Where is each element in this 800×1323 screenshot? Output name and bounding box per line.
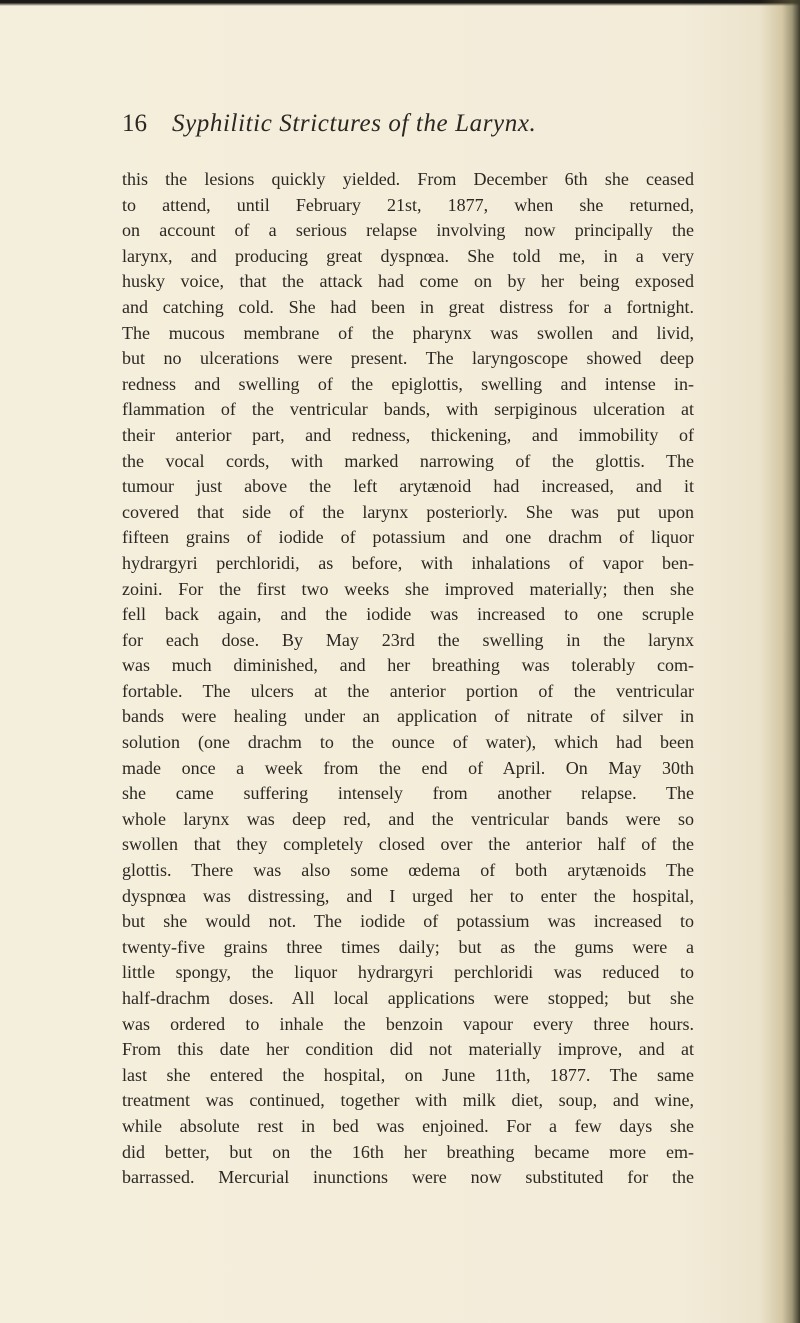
top-edge-shadow: [0, 0, 800, 6]
text-line: the vocal cords, with marked narrowing of the glottis. The: [122, 450, 694, 471]
text-line: From this date her condition did not materially improve, and at: [122, 1039, 694, 1060]
text-line: tumour just above the left arytænoid had increased, and it: [122, 476, 694, 497]
running-title: Syphilitic Strictures of the Larynx.: [172, 110, 537, 137]
text-line: this the lesions quickly yielded. From December 6th she ceased: [122, 169, 694, 189]
text-line: half-drachm doses. All local applications were stopped; but she: [122, 988, 694, 1008]
text-line: little spongy, the liquor hydrargyri perchloridi was reduced to: [122, 962, 694, 983]
text-line: last she entered the hospital, on June 11th, 1877. The same: [122, 1064, 694, 1085]
text-line: flammation of the ventricular bands, with serpiginous ulceration at: [122, 399, 694, 420]
text-line: redness and swelling of the epiglottis, swelling and intense in-: [122, 373, 694, 394]
text-line: solution (one drachm to the ounce of water), which had been: [122, 732, 694, 753]
text-line: was much diminished, and her breathing was tolerably com-: [122, 655, 694, 676]
running-head: [122, 104, 722, 144]
text-line: fortable. The ulcers at the anterior portion of the ventricular: [122, 680, 694, 701]
text-line: did better, but on the 16th her breathing became more em-: [122, 1141, 694, 1162]
text-line: while absolute rest in bed was enjoined. For a few days she: [122, 1115, 694, 1136]
text-line: bands were healing under an application of nitrate of silver in: [122, 706, 694, 727]
text-line: their anterior part, and redness, thickening, and immobility of: [122, 424, 694, 445]
text-line: husky voice, that the attack had come on by her being exposed: [122, 271, 694, 292]
text-line: twenty-five grains three times daily; but as the gums were a: [122, 936, 694, 957]
text-line: glottis. There was also some œdema of both arytænoids The: [122, 860, 694, 881]
page-number: 16: [122, 110, 147, 137]
text-line: but no ulcerations were present. The laryngoscope showed deep: [122, 348, 694, 369]
text-line: she came suffering intensely from another relapse. The: [122, 783, 694, 804]
text-line: to attend, until February 21st, 1877, when she returned,: [122, 194, 694, 215]
body-text: [122, 167, 694, 1191]
text-line: covered that side of the larynx posteriorly. She was put upon: [122, 501, 694, 522]
page-edge-shadow: [760, 0, 800, 1323]
text-line: The mucous membrane of the pharynx was swollen and livid,: [122, 322, 694, 343]
text-line: on account of a serious relapse involving now principally the: [122, 220, 694, 241]
text-line: for each dose. By May 23rd the swelling in the larynx: [122, 629, 694, 650]
text-line: dyspnœa was distressing, and I urged her to enter the hospital,: [122, 885, 694, 906]
text-line: zoini. For the first two weeks she improved materially; then she: [122, 578, 694, 599]
text-line: treatment was continued, together with milk diet, soup, and wine,: [122, 1090, 694, 1111]
text-line: was ordered to inhale the benzoin vapour every three hours.: [122, 1013, 694, 1034]
text-line: swollen that they completely closed over the anterior half of the: [122, 834, 694, 855]
text-line: fell back again, and the iodide was increased to one scruple: [122, 604, 694, 625]
text-line: barrassed. Mercurial inunctions were now substituted for the: [122, 1167, 694, 1188]
text-line: fifteen grains of iodide of potassium and one drachm of liquor: [122, 527, 694, 548]
text-line: but she would not. The iodide of potassium was increased to: [122, 911, 694, 932]
text-line: larynx, and producing great dyspnœa. She told me, in a very: [122, 245, 694, 266]
text-line: hydrargyri perchloridi, as before, with inhalations of vapor ben-: [122, 552, 694, 573]
text-line: whole larynx was deep red, and the ventricular bands were so: [122, 808, 694, 829]
text-line: and catching cold. She had been in great distress for a fortnight.: [122, 296, 694, 317]
text-line: made once a week from the end of April. On May 30th: [122, 757, 694, 778]
